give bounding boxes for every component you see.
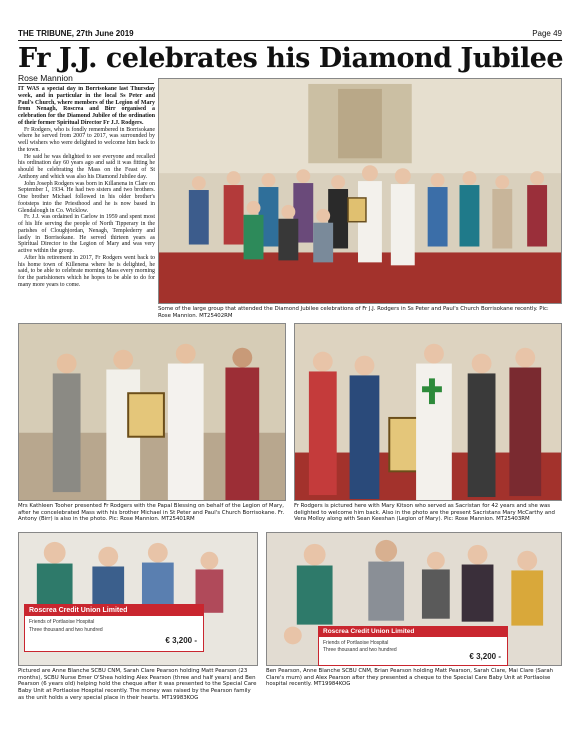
- page-number: Page 49: [532, 29, 562, 38]
- cheque-right: [318, 626, 508, 666]
- cheque-amount: € 3,200 -: [469, 652, 501, 661]
- cheque-payee: Friends of Portlaoise Hospital: [29, 619, 95, 625]
- article-lead: IT WAS a special day in Borrisokane last Thursday week, and in particular in the local Ss Peter and Paul's Church, where members of the Legion of Mary from Nenagh, Roscrea and Birr organised a celebration for the Diamond Jubilee of the ordination of their former Spiritual Director Fr J.J. Rodgers.: [18, 86, 155, 126]
- article-body: [18, 86, 155, 326]
- cheque-bank-name: Roscrea Credit Union Limited: [25, 605, 203, 616]
- cheque-right-caption: Ben Pearson, Anne Blanche SCBU CNM, Brian Pearson holding Matt Pearson, Sarah Clare, Mai Clare (Sarah Clare's mum) and Alex Pearson after they presented a cheque to the Special Care Baby Unit at Portlaoise hospital recently. MT19984KOG: [266, 668, 554, 688]
- masthead-date: THE TRIBUNE, 27th June 2019: [18, 29, 134, 38]
- cheque-left-caption: Pictured are Anne Blanche SCBU CNM, Sarah Clare Pearson holding Matt Pearson (23 months), SCBU Nurse Emer O'Shea holding Alex Pearson (three and half years) and Ben Pearson (6 years old) helping hold the cheque after it was presented to the Special Care Baby Unit at Portlaoise Hospital recently. The money was raised by the Pearson family as the unit holds a very special place in their hearts. MT19983KOG: [18, 668, 257, 701]
- sacristan-photo: [294, 323, 562, 501]
- article-paragraph: After his retirement in 2017, Fr Rodgers went back to his home town of Killenena where he is delighted, he said, to be able to celebrate morning Mass every morning for the parishioners which he hopes to be able to do for many more years to come.: [18, 254, 155, 288]
- papal-blessing-caption: Mrs Kathleen Tooher presented Fr Rodgers with the Papal Blessing on behalf of the Legion of Mary, after he concelebrated Mass with his brother Michael in St Peter and Paul's Church Borrisokane. Fr. Antony (Birr) is also in the photo. Pic: Rose Mannion. MT25401RM: [18, 503, 285, 523]
- cheque-left: [24, 604, 204, 652]
- cheque-payee: Friends of Portlaoise Hospital: [323, 640, 389, 646]
- byline: Rose Mannion: [18, 73, 154, 84]
- cheque-amount-words: Three thousand and two hundred: [323, 647, 397, 653]
- article-paragraph: Fr Rodgers, who is fondly remembered in Borrisokane where he served from 2007 to 2017, was surrounded by well wishers who were delighted to welcome him back to the town.: [18, 126, 155, 153]
- article-paragraph: John Joseph Rodgers was born in Killanena in Clare on September 1, 1934. He had two sisters and two brothers. One brother Michael followed in his older brother's footsteps into the Priesthood and he is now based in Glendalough in Co. Wicklow.: [18, 180, 155, 214]
- papal-blessing-photo: [18, 323, 286, 501]
- sacristan-caption: Fr Rodgers is pictured here with Mary Kitson who served as Sacristan for 42 years and she was delighted to welcome him back. Also in the photo are the present Sacristans Mary McCarthy and Vera Molloy along with Sean Keeshan (Legion of Mary). Pic: Rose Mannion. MT25403RM: [294, 503, 555, 523]
- cheque-amount-words: Three thousand and two hundred: [29, 627, 103, 633]
- masthead-rule: [18, 40, 562, 41]
- article-paragraph: Fr. J.J. was ordained in Carlow in 1959 and spent most of his life serving the people of North Tipperary in the parishes of Cloughjordan, Nenagh, Templederry and lastly in Borrisokane. He served thirteen years as Spiritual Director to the Legion of Mary and was very active within the group.: [18, 214, 155, 254]
- cheque-bank-name: Roscrea Credit Union Limited: [319, 627, 507, 637]
- group-photo: [158, 78, 562, 304]
- group-photo-caption: Some of the large group that attended the Diamond Jubilee celebrations of Fr J.J. Rodgers in Ss Peter and Paul's Church Borrisokane recently. Pic: Rose Mannion. MT25402RM: [158, 306, 549, 319]
- cheque-amount: € 3,200 -: [165, 636, 197, 645]
- article-paragraph: He said he was delighted to see everyone and recalled his ordination day 60 years ago and said it was fitting he should be celebrating the Mass on the Feast of St Anthony and which was also his Diamond Jubilee day.: [18, 153, 155, 180]
- headline: Fr J.J. celebrates his Diamond Jubilee: [18, 43, 564, 74]
